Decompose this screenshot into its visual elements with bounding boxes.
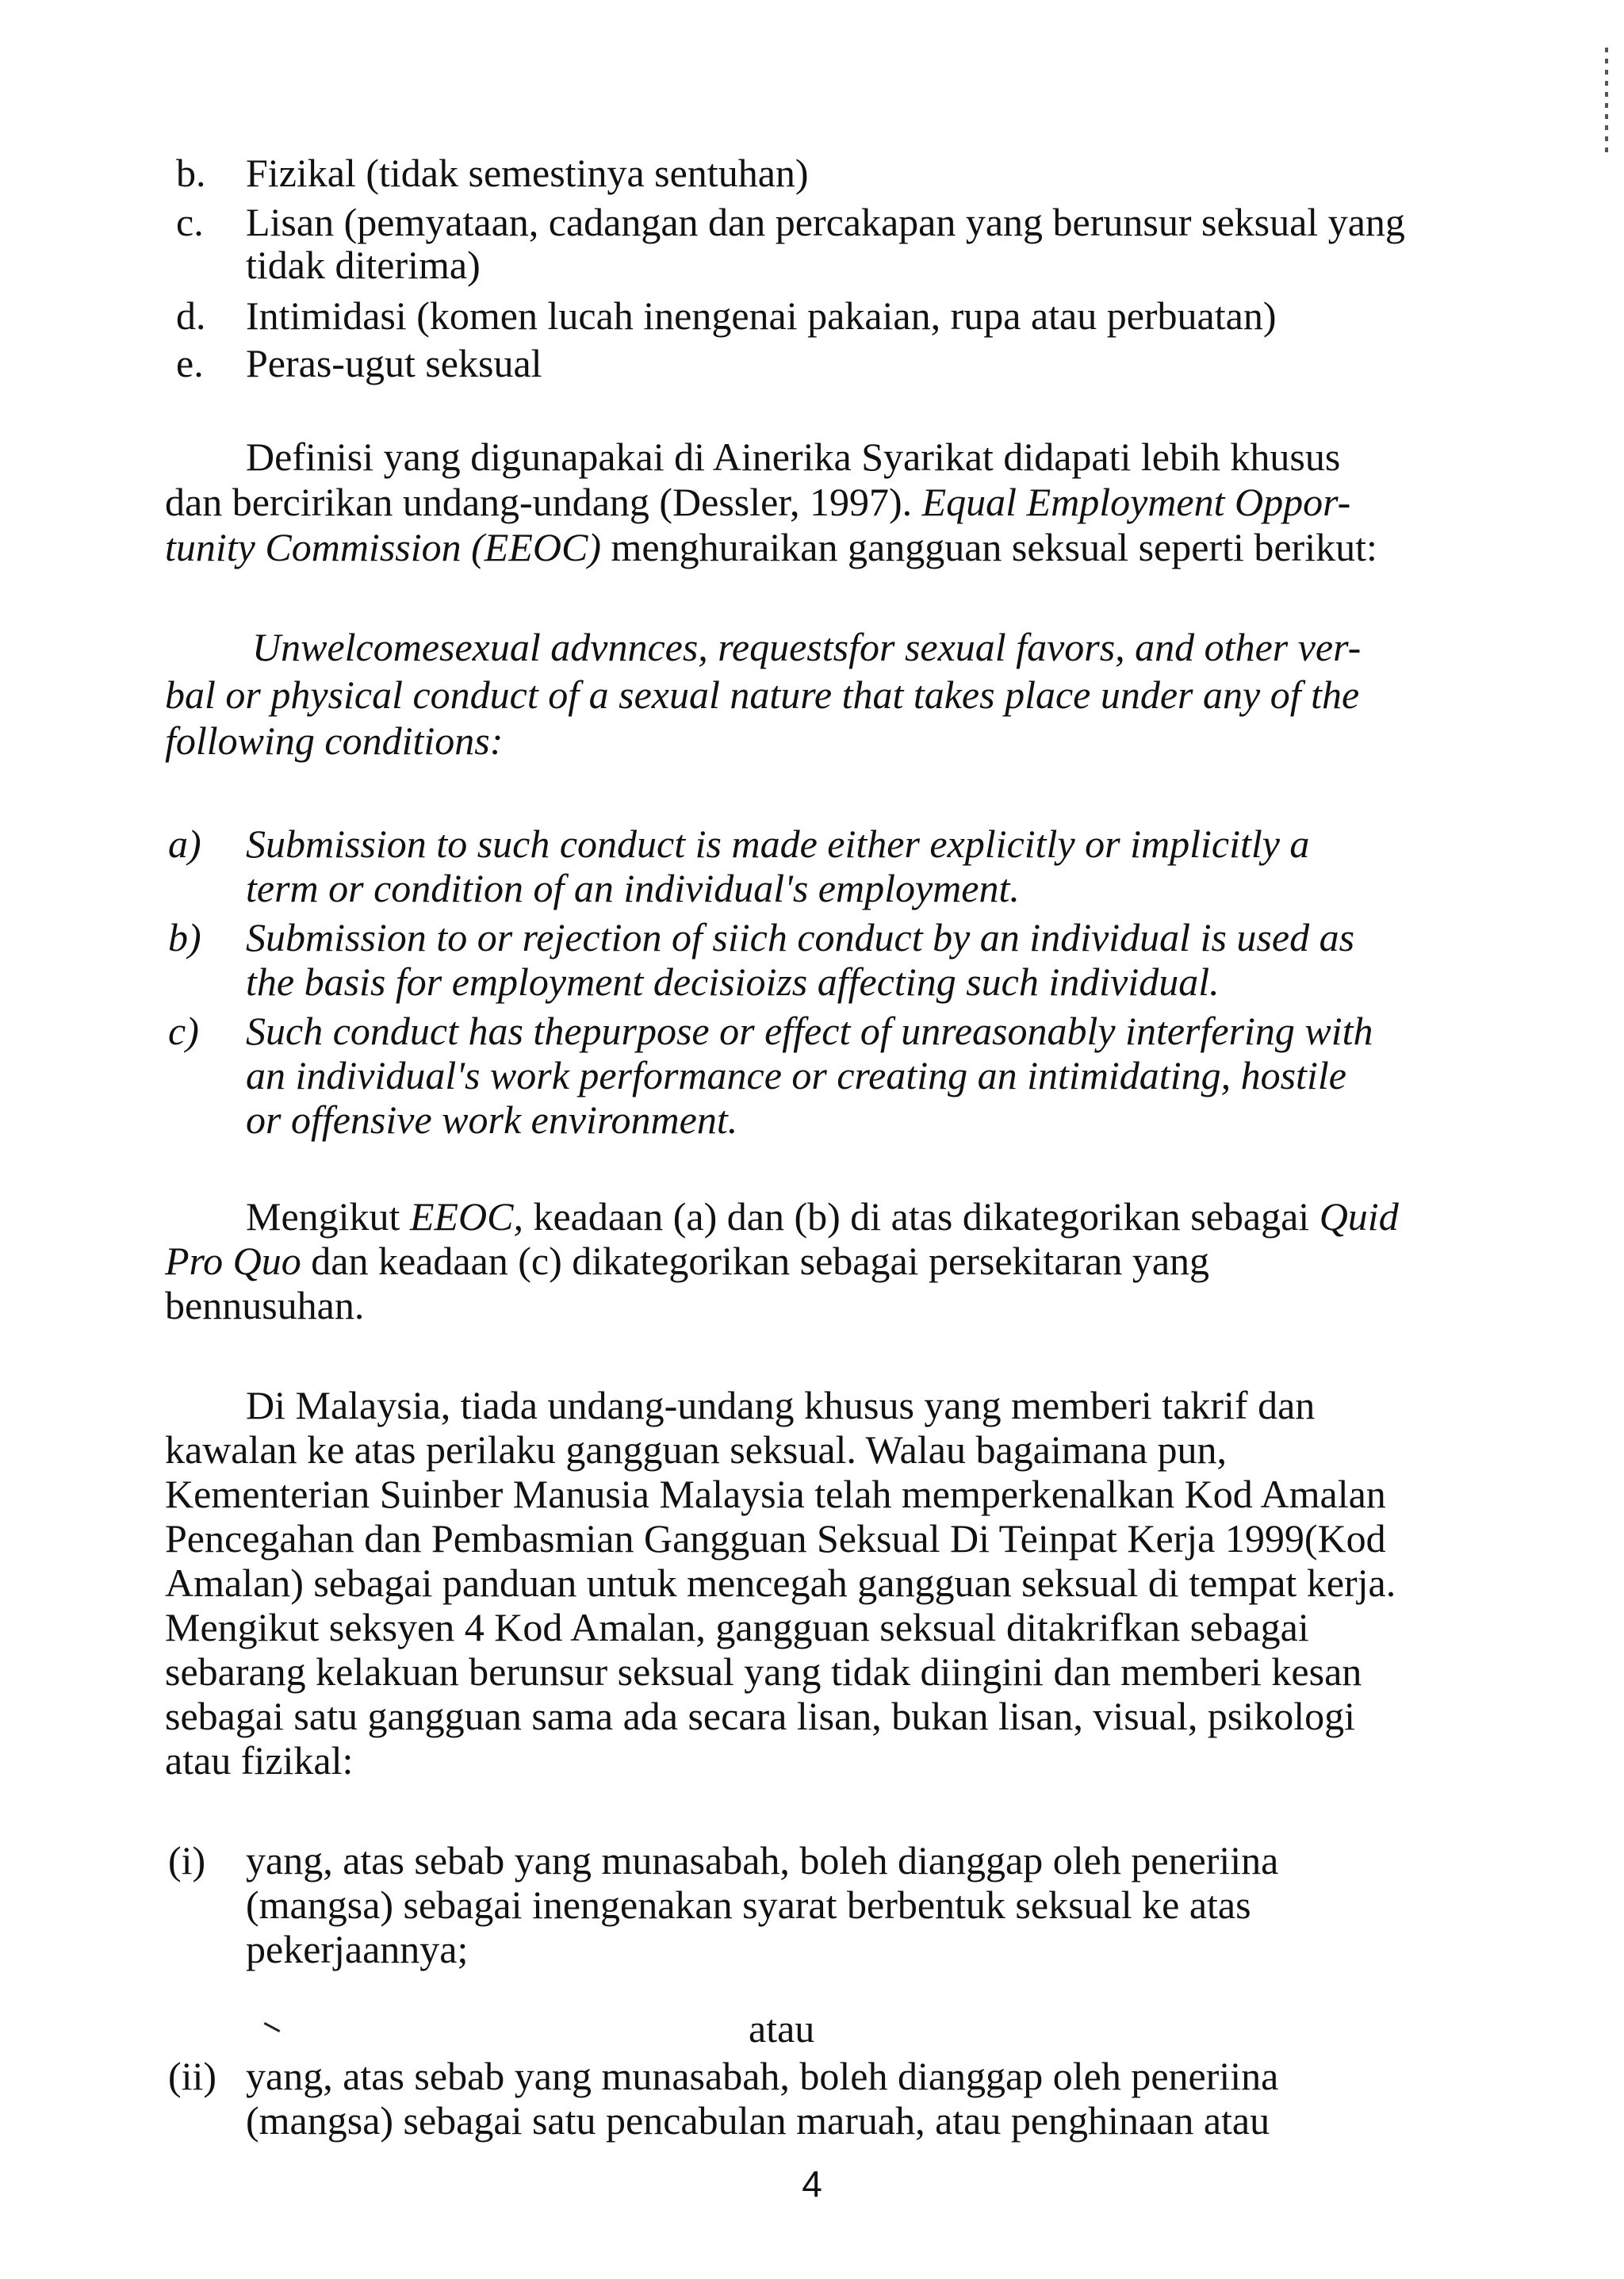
paragraph-line [246, 1194, 1399, 1239]
list-item-text: Fizikal (tidak semestinya sentuhan) [246, 151, 809, 195]
list-item-text: Peras-ugut seksual [246, 341, 542, 385]
roman-item-text: (mangsa) sebagai satu pencabulan maruah, atau penghinaan atau [246, 2098, 1270, 2143]
paragraph-text: keadaan (a) dan (b) di atas dikategorikan sebagai [533, 1194, 1310, 1239]
paragraph-line: atau fizikal: [165, 1738, 354, 1783]
paragraph-line [165, 1239, 1209, 1283]
paragraph-line: Definisi yang digunapakai di Ainerika Syarikat didapati lebih khusus [246, 435, 1341, 479]
paragraph-italic-text: Pro Quo [165, 1239, 301, 1283]
paragraph-line: sebarang kelakuan berunsur seksual yang tidak diingini dan memberi kesan [165, 1649, 1362, 1694]
condition-text: an individual's work performance or creating an intimidating, hostile [246, 1053, 1346, 1097]
condition-text: or offensive work environment. [246, 1097, 738, 1142]
roman-marker: (ii) [168, 2054, 217, 2098]
list-item-text: tidak diterima) [246, 243, 481, 287]
paragraph-italic-text: tunity Commission (EEOC) [165, 525, 601, 569]
paragraph-text: dan keadaan (c) dikategorikan sebagai persekitaran yang [311, 1239, 1210, 1283]
paragraph-italic-text: Quid [1319, 1194, 1399, 1239]
condition-text: Such conduct has thepurpose or effect of unreasonably interfering with [246, 1009, 1373, 1053]
condition-marker: a) [168, 822, 201, 866]
condition-text: Submission to or rejection of siich conduct by an individual is used as [246, 915, 1355, 959]
paragraph-line: sebagai satu gangguan sama ada secara lisan, bukan lisan, visual, psikologi [165, 1694, 1355, 1738]
paragraph-italic-text: Equal Employment Oppor- [921, 480, 1351, 524]
list-marker: d. [176, 293, 206, 338]
quote-line: bal or physical conduct of a sexual nature that takes place under any of the [165, 672, 1360, 717]
roman-item-text: yang, atas sebab yang munasabah, boleh dianggap oleh peneriina [246, 1838, 1279, 1883]
roman-item-text: pekerjaannya; [246, 1927, 469, 1971]
connector-text: atau [749, 2006, 815, 2051]
paragraph-italic-text: EEOC, [409, 1194, 523, 1239]
paragraph-line [165, 525, 1377, 569]
paragraph-line: bennusuhan. [165, 1283, 365, 1327]
roman-item-text: (mangsa) sebagai inengenakan syarat berbentuk seksual ke atas [246, 1883, 1251, 1927]
list-marker: c. [176, 200, 204, 244]
condition-text: the basis for employment decisioizs affecting such individual. [246, 959, 1220, 1004]
paragraph-text: dan bercirikan undang-undang (Dessler, 1997). [165, 480, 913, 524]
stray-mark [264, 2022, 281, 2032]
list-item-text: Intimidasi (komen lucah inengenai pakaian, rupa atau perbuatan) [246, 293, 1277, 338]
paragraph-line: Di Malaysia, tiada undang-undang khusus yang memberi takrif dan [246, 1383, 1316, 1427]
roman-item-text: yang, atas sebab yang munasabah, boleh dianggap oleh peneriina [246, 2054, 1279, 2098]
quote-line: following conditions: [165, 718, 504, 763]
paragraph-line: Kementerian Suinber Manusia Malaysia telah memperkenalkan Kod Amalan [165, 1472, 1386, 1516]
paragraph-line: Mengikut seksyen 4 Kod Amalan, gangguan seksual ditakrifkan sebagai [165, 1605, 1309, 1649]
paragraph-text: menghuraikan gangguan seksual seperti berikut: [611, 525, 1377, 569]
roman-marker: (i) [168, 1838, 206, 1883]
condition-marker: c) [168, 1009, 199, 1053]
condition-marker: b) [168, 915, 201, 959]
paragraph-line: kawalan ke atas perilaku gangguan seksual. Walau bagaimana pun, [165, 1427, 1228, 1472]
list-item-text: Lisan (pemyataan, cadangan dan percakapan yang berunsur seksual yang [246, 200, 1405, 244]
condition-text: Submission to such conduct is made either explicitly or implicitly a [246, 822, 1310, 866]
paragraph-line: Pencegahan dan Pembasmian Gangguan Seksual Di Teinpat Kerja 1999(Kod [165, 1516, 1386, 1561]
list-marker: e. [176, 341, 204, 385]
condition-text: term or condition of an individual's employment. [246, 866, 1020, 910]
scan-edge-artifact [1605, 48, 1608, 159]
paragraph-line [165, 480, 1350, 524]
page-number: 4 [802, 2163, 822, 2204]
quote-line: Unwelcomesexual advnnces, requestsfor sexual favors, and other ver- [252, 625, 1362, 669]
list-marker: b. [176, 151, 206, 195]
paragraph-text: Mengikut [246, 1194, 400, 1239]
paragraph-line: Amalan) sebagai panduan untuk mencegah gangguan seksual di tempat kerja. [165, 1561, 1396, 1605]
